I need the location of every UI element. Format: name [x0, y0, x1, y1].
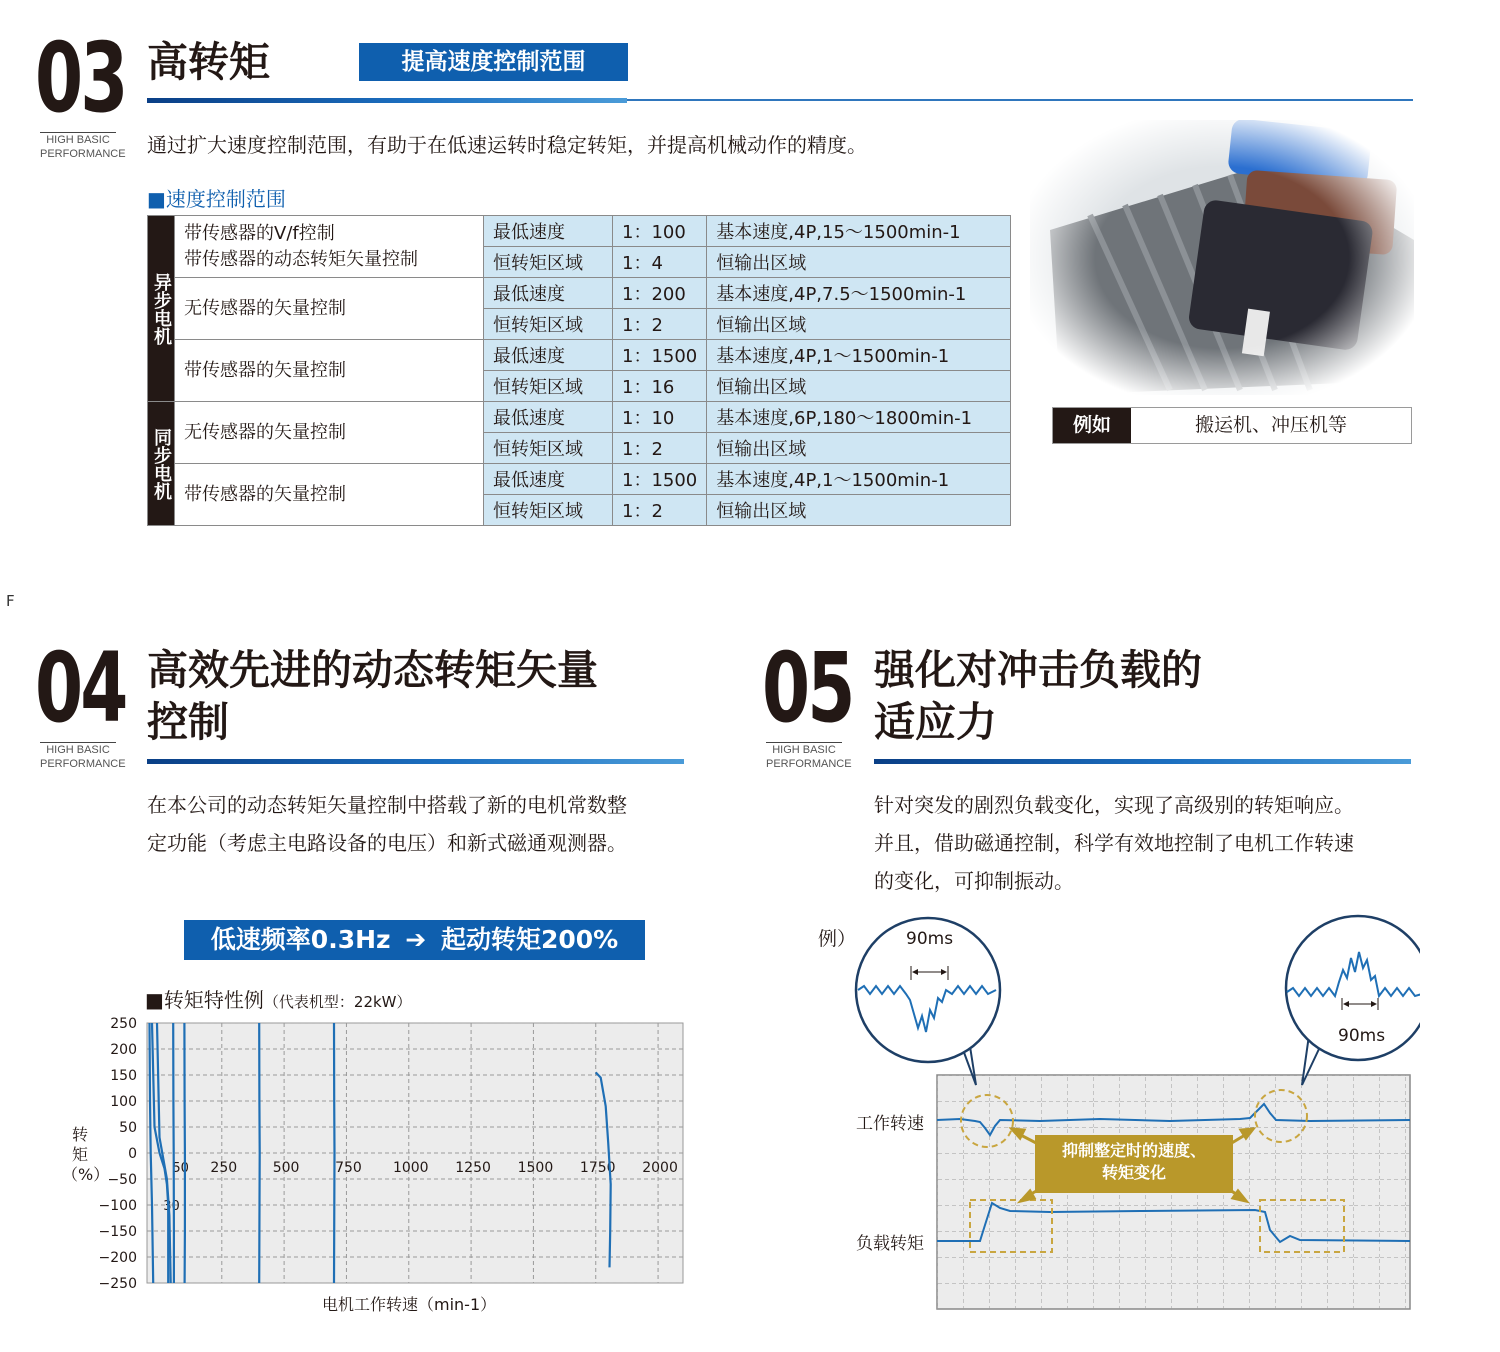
performance-label-line2: PERFORMANCE: [40, 758, 126, 770]
note-cell: 恒输出区域: [707, 309, 1011, 340]
y-tick-label: −150: [98, 1224, 137, 1240]
callout-line: 抑制整定时的速度、: [1061, 1141, 1206, 1160]
item-cell: 恒转矩区域: [484, 247, 613, 278]
control-method: [175, 216, 484, 278]
x-tick-label: 750: [335, 1160, 362, 1176]
section-description: [874, 786, 1354, 900]
chart-title-text: ■转矩特性例: [145, 988, 264, 1012]
title-underline: [147, 759, 684, 764]
note-cell: 基本速度,4P,15～1500min-1: [707, 216, 1011, 247]
y-tick-label: 0: [128, 1146, 137, 1162]
performance-label-line1: HIGH BASIC: [46, 134, 110, 146]
x-tick-label: 1250: [455, 1160, 491, 1176]
ratio-cell: 1：100: [613, 216, 707, 247]
performance-banner: [184, 920, 645, 960]
ratio-cell: 1：2: [613, 433, 707, 464]
item-cell: 恒转矩区域: [484, 433, 613, 464]
torque-curve: [173, 1023, 174, 1283]
margin-mark: F: [6, 592, 15, 610]
ratio-cell: 1：4: [613, 247, 707, 278]
section-number: 04: [35, 632, 126, 744]
performance-label-line2: PERFORMANCE: [766, 758, 852, 770]
x-tick-label: 1500: [517, 1160, 554, 1176]
torque-curve: [259, 1023, 260, 1283]
banner-right-text: 起动转矩200%: [440, 925, 619, 954]
description-line: 的变化，可抑制振动。: [874, 869, 1074, 893]
torque-curve: [334, 1023, 335, 1283]
x-tick-label: 1000: [392, 1160, 429, 1176]
item-cell: 最低速度: [484, 278, 613, 309]
section-description: [147, 786, 627, 862]
method-line: 带传感器的动态转矩矢量控制: [184, 248, 418, 270]
title-line: 适应力: [874, 698, 997, 746]
ratio-cell: 1：2: [613, 495, 707, 526]
example-text: 搬运机、冲压机等: [1194, 414, 1347, 436]
torque-curve: [184, 1023, 185, 1283]
item-cell: 最低速度: [484, 464, 613, 495]
example-box: [1052, 407, 1412, 444]
zoom-right-duration: 90ms: [1338, 1026, 1386, 1046]
example-label: 例）: [818, 928, 857, 950]
note-cell: 恒输出区域: [707, 371, 1011, 402]
section-title: [147, 644, 598, 748]
title-rule: [627, 99, 1413, 101]
section-description: 通过扩大速度控制范围，有助于在低速运转时稳定转矩，并提高机械动作的精度。: [147, 133, 867, 157]
title-underline: [147, 98, 627, 103]
title-line: 强化对冲击负载的: [874, 646, 1202, 694]
control-method: 带传感器的矢量控制: [175, 340, 484, 402]
description-line: 针对突发的剧烈负载变化，实现了高级别的转矩响应。: [874, 793, 1354, 817]
performance-label-line2: PERFORMANCE: [40, 148, 126, 160]
note-cell: 基本速度,6P,180～1800min-1: [707, 402, 1011, 433]
callout-text: [1035, 1140, 1233, 1184]
ylabel-line: 矩: [71, 1145, 88, 1164]
y-tick-label: −50: [107, 1172, 137, 1188]
y-tick-label: 50: [119, 1120, 137, 1136]
title-line: 控制: [147, 698, 229, 746]
section-04: [0, 620, 720, 1340]
waveform-diagram: [840, 910, 1420, 1310]
note-cell: 基本速度,4P,1～1500min-1: [707, 340, 1011, 371]
item-cell: 最低速度: [484, 216, 613, 247]
control-method: 无传感器的矢量控制: [175, 278, 484, 340]
x-tick-label: 250: [210, 1160, 238, 1176]
section-title: [874, 644, 1202, 748]
note-cell: 基本速度,4P,1～1500min-1: [707, 464, 1011, 495]
item-cell: 恒转矩区域: [484, 371, 613, 402]
item-cell: 恒转矩区域: [484, 495, 613, 526]
item-cell: 恒转矩区域: [484, 309, 613, 340]
note-cell: 恒输出区域: [707, 495, 1011, 526]
y-tick-label: −200: [98, 1250, 137, 1266]
speed-control-table: [147, 215, 1011, 526]
performance-label-line1: HIGH BASIC: [772, 744, 836, 756]
torque-chart: [95, 1015, 695, 1315]
ratio-cell: 1：2: [613, 309, 707, 340]
ratio-cell: 1：1500: [613, 464, 707, 495]
performance-label: [40, 132, 126, 161]
table-row: [148, 464, 1011, 495]
item-cell: 最低速度: [484, 402, 613, 433]
ylabel-line: 转: [71, 1125, 88, 1144]
note-cell: 恒输出区域: [707, 433, 1011, 464]
y-tick-label: −100: [98, 1198, 137, 1214]
y-tick-label: 250: [110, 1016, 137, 1032]
table-row: [148, 216, 1011, 247]
ratio-cell: 1：1500: [613, 340, 707, 371]
ratio-cell: 1：200: [613, 278, 707, 309]
control-method: 带传感器的矢量控制: [175, 464, 484, 526]
annotation-label: 50: [172, 1161, 189, 1176]
x-tick-label: 1750: [579, 1160, 616, 1176]
y-tick-label: 200: [110, 1042, 137, 1058]
conveyor-luggage-photo: [1030, 120, 1414, 395]
y-tick-label: −250: [98, 1276, 137, 1292]
description-line: 在本公司的动态转矩矢量控制中搭载了新的电机常数整: [147, 793, 627, 817]
title-line: 高效先进的动态转矩矢量: [147, 646, 598, 694]
callout-line: 转矩变化: [1101, 1163, 1166, 1182]
section-03: [0, 0, 1500, 560]
example-label: 例如: [1053, 408, 1131, 443]
load-label: 负载转矩: [856, 1234, 924, 1254]
item-cell: 最低速度: [484, 340, 613, 371]
table-row: [148, 278, 1011, 309]
section-title: 高转矩: [147, 38, 270, 86]
annotation-label: 30: [163, 1199, 180, 1214]
description-line: 并且，借助磁通控制，科学有效地控制了电机工作转速: [874, 831, 1354, 855]
control-method: 无传感器的矢量控制: [175, 402, 484, 464]
feature-tag: 提高速度控制范围: [359, 43, 628, 81]
y-tick-label: 100: [110, 1094, 137, 1110]
method-line: 带传感器的V/f控制: [184, 222, 335, 244]
motor-type-synchronous: 同步电机: [148, 402, 175, 526]
section-number: 03: [35, 22, 126, 134]
y-tick-label: 150: [110, 1068, 137, 1084]
performance-label: [766, 742, 852, 771]
y-axis-label: [62, 1125, 110, 1185]
note-cell: 恒输出区域: [707, 247, 1011, 278]
section-05: [740, 620, 1500, 1340]
title-underline: [874, 759, 1411, 764]
motor-type-induction: 异步电机: [148, 216, 175, 402]
ylabel-line: （%）: [62, 1165, 110, 1184]
zoom-left-duration: 90ms: [906, 929, 954, 949]
performance-label-line1: HIGH BASIC: [46, 744, 110, 756]
x-tick-label: 500: [272, 1160, 300, 1176]
chart-title: [145, 984, 412, 1013]
description-line: 定功能（考虑主电路设备的电压）和新式磁通观测器。: [147, 831, 627, 855]
section-number: 05: [762, 632, 853, 744]
speed-label: 工作转速: [856, 1114, 924, 1134]
banner-left-text: 低速频率0.3Hz: [210, 925, 391, 954]
arrow-right-icon: ➔: [405, 925, 427, 954]
x-axis-label: 电机工作转速（min-1）: [322, 1295, 497, 1314]
table-title: ■速度控制范围: [147, 187, 286, 211]
performance-label: [40, 742, 126, 771]
ratio-cell: 1：10: [613, 402, 707, 433]
table-row: [148, 402, 1011, 433]
ratio-cell: 1：16: [613, 371, 707, 402]
note-cell: 基本速度,4P,7.5～1500min-1: [707, 278, 1011, 309]
x-tick-label: 2000: [642, 1160, 678, 1176]
table-row: [148, 340, 1011, 371]
chart-subtitle: （代表机型：22kW）: [263, 993, 412, 1011]
